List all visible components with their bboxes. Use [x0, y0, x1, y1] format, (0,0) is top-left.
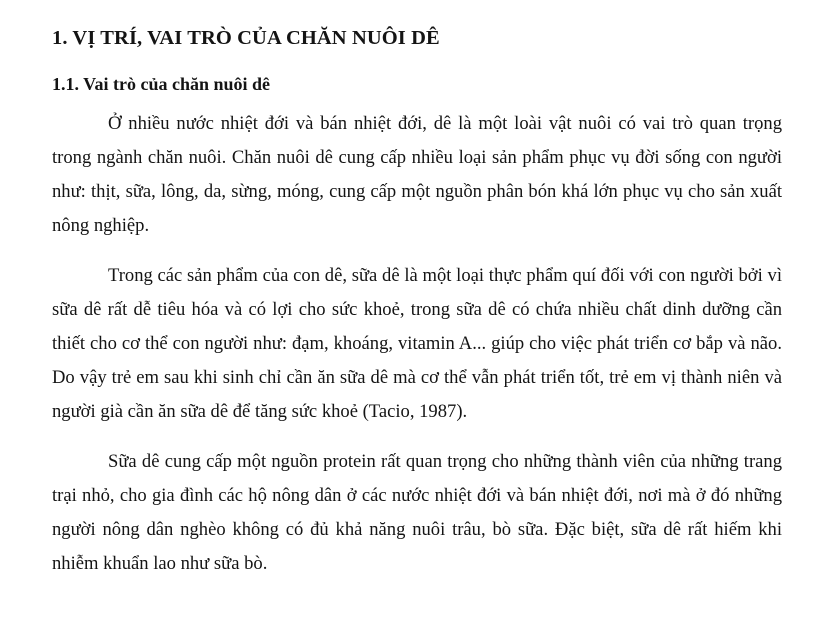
section-heading: 1. VỊ TRÍ, VAI TRÒ CỦA CHĂN NUÔI DÊ [52, 27, 440, 49]
subsection-heading: 1.1. Vai trò của chăn nuôi dê [52, 73, 271, 94]
paragraph-1: Ở nhiều nước nhiệt đới và bán nhiệt đới, dê là một loài vật nuôi có vai trò quan trọng trong ngành chăn nuôi. Chăn nuôi dê cung cấp nhiều loại sản phẩm phục vụ đời sống con người như: thịt, sữa, lông, da, sừng, móng, cung cấp một nguồn phân bón khá lớn phục vụ cho sản xuất nông nghiệp. [52, 113, 782, 236]
paragraph-2: Trong các sản phẩm của con dê, sữa dê là một loại thực phẩm quí đối với con người bởi vì sữa dê rất dễ tiêu hóa và có lợi cho sức khoẻ, trong sữa dê có chứa nhiều chất dinh dưỡng cần thiết cho cơ thể con người như: đạm, khoáng, vitamin A... giúp cho việc phát triển cơ bắp và não. Do vậy trẻ em sau khi sinh chỉ cần ăn sữa dê mà cơ thể vẫn phát triển tốt, trẻ em vị thành niên và người già cần ăn sữa dê để tăng sức khoẻ (Tacio, 1987). [52, 265, 782, 422]
paragraph-3: Sữa dê cung cấp một nguồn protein rất quan trọng cho những thành viên của những trang trại nhỏ, cho gia đình các hộ nông dân ở các nước nhiệt đới và bán nhiệt đới, nơi mà ở đó những người nông dân nghèo không có đủ khả năng nuôi trâu, bò sữa. Đặc biệt, sữa dê rất hiếm khi nhiễm khuẩn lao như sữa bò. [52, 451, 782, 574]
